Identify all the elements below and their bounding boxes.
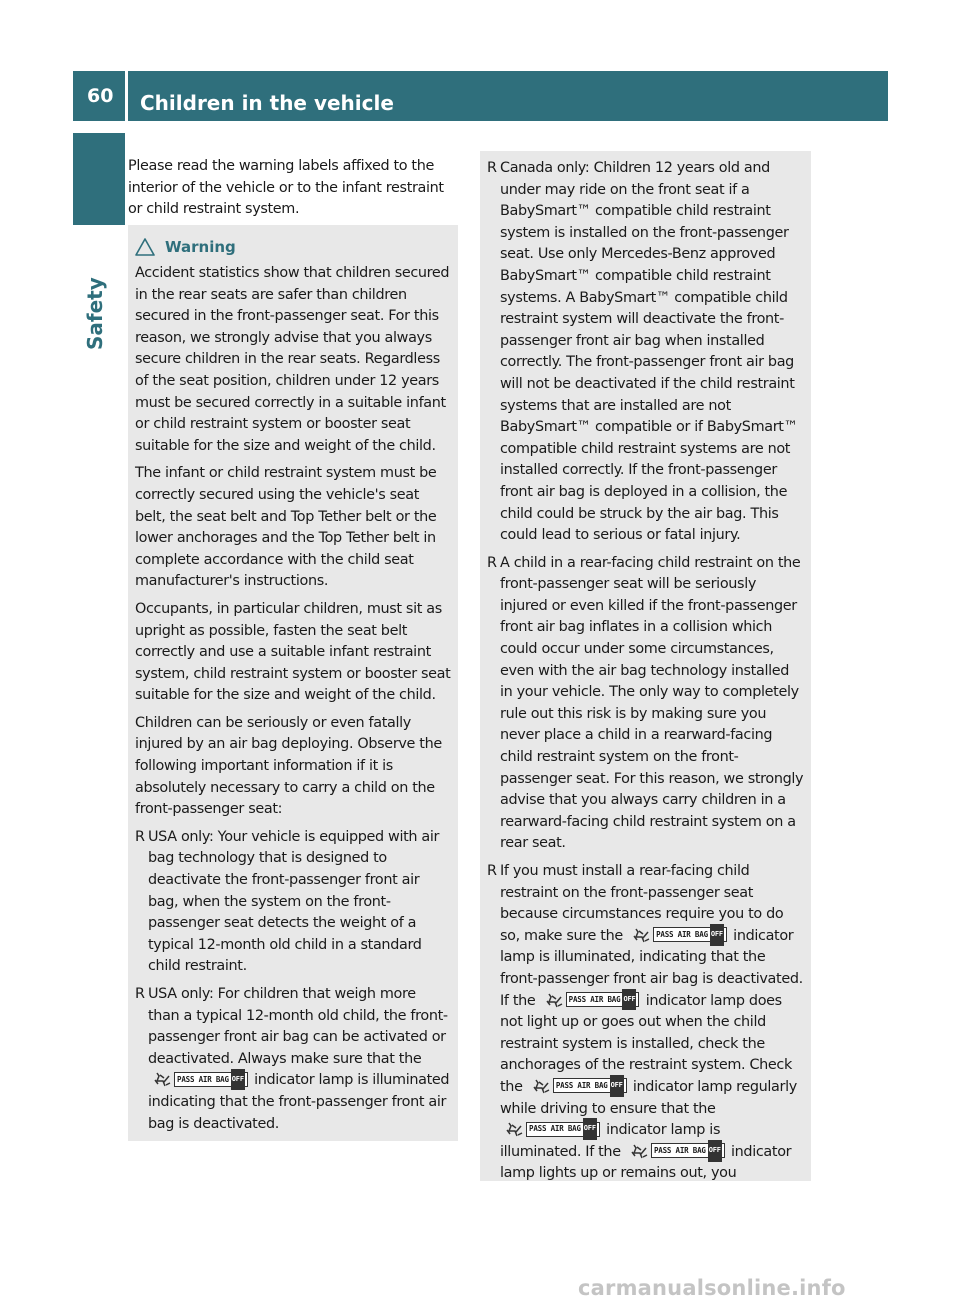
child-seat-airbag-off-icon (529, 1078, 551, 1094)
pass-air-bag-off-indicator (542, 992, 640, 1008)
page-title: Children in the vehicle (140, 91, 394, 115)
bullet-item-canada (487, 158, 804, 547)
watermark: carmanualsonline.info (578, 1276, 846, 1300)
pass-air-bag-label: PASS AIR BAG OFF (653, 927, 727, 942)
header-divider (125, 71, 128, 121)
warning-heading (135, 233, 451, 261)
pass-air-bag-label: PASS AIR BAG OFF (174, 1072, 248, 1087)
warning-paragraph: Occupants, in particular children, must sit as upright as possible, fasten the seat belt correctly and use a suitable infant restraint system, child restraint system or booster seat suitable for the size and weight of the child. (135, 600, 451, 704)
child-seat-airbag-off-icon (502, 1121, 524, 1137)
bullet-mark: R (135, 986, 145, 1002)
right-column-box (480, 151, 811, 1181)
warning-paragraph: Accident statistics show that children secured in the rear seats are safer than children secured in the front-passenger seat. For this reason, we strongly advise that you always secure children in the rear seats. Regardless of the seat position, children under 12 years must be secured correctly in a suitable infant or child restraint system or booster seat suitable for the size and weight of the child. (135, 265, 450, 454)
pass-air-bag-label: PASS AIR BAG OFF (651, 1143, 725, 1158)
bullet-item-must-install (487, 861, 804, 1185)
bullet-text: A child in a rear-facing child restraint on the front-passenger seat will be seriously injured or even killed if the front-passenger front air bag inflates in a collision which could occur under some circumstances, even with the air bag technology installed in your vehicle. The only way to completely rule out this risk is by making sure you never place a child in a rearward-facing child restraint system on the front-passenger seat. For this reason, we strongly advise that you always carry children in a rearward-facing child restraint system on a rear seat. (500, 554, 804, 852)
child-seat-airbag-off-icon (627, 1143, 649, 1159)
pass-air-bag-off-indicator (502, 1121, 600, 1137)
intro-paragraph: Please read the warning labels affixed to the interior of the vehicle or to the infant restraint or child restraint system. (128, 158, 444, 218)
bullet-text: indicator lamp is illuminated indicating that the front-passenger front air bag is deactivated. (148, 1072, 450, 1132)
section-label: Safety (83, 277, 107, 350)
child-seat-airbag-off-icon (542, 992, 564, 1008)
bullet-text: USA only: For children that weigh more than a typical 12-month old child, the front-passenger front air bag can be activated or deactivated. Always make sure that the (148, 986, 448, 1067)
section-tab-marker (73, 133, 125, 225)
pass-air-bag-label: PASS AIR BAG OFF (566, 992, 640, 1007)
warning-paragraph: The infant or child restraint system must be correctly secured using the vehicle's seat belt, the seat belt and Top Tether belt or the lower anchorages and the Top Tether belt in complete accordance with the child seat manufacturer's instructions. (135, 465, 437, 590)
bullet-text: indicator lamp lights up or remains out, you (500, 1143, 792, 1182)
warning-paragraph: Children can be seriously or even fatally injured by an air bag deploying. Observe the following important information if it is absolutely necessary to carry a child on the front-passenger seat: (135, 714, 442, 818)
bullet-item-rear-facing (487, 553, 804, 855)
bullet-text: indicator lamp is illuminated. If the (500, 1122, 721, 1160)
child-seat-airbag-off-icon (629, 927, 651, 943)
bullet-text: indicator lamp does not light up or goes out when the child restraint system is installed, check the anchorages of the restraint system. Check the (500, 992, 792, 1095)
bullet-text: Canada only: Children 12 years old and under may ride on the front seat if a BabySmart™ compatible child restraint system is installed on the front-passenger seat. Use only Mercedes-Benz approved BabySmart™ compatible child restraint systems. A BabySmart™ compatible child restraint system will deactivate the front-passenger front air bag when installed correctly. The front-passenger front air bag will not be deactivated if the child restraint systems that are installed are not BabySmart™ compatible or if BabySmart™ compatible child restraint systems are not installed correctly. If the front-passenger front air bag is deployed in a collision, the child could be struck by the air bag. This could lead to serious or fatal injury. (500, 160, 798, 544)
pass-air-bag-label: PASS AIR BAG OFF (553, 1078, 627, 1093)
bullet-text: USA only: Your vehicle is equipped with air bag technology that is designed to deactivate the front-passenger front air bag, when the system on the front-passenger seat detects the weight of a typical 12-month old child in a standard child restraint. (148, 828, 440, 975)
bullet-mark: R (135, 828, 145, 845)
bullet-item-usa-1 (135, 827, 451, 978)
pass-air-bag-off-indicator (150, 1071, 248, 1087)
bullet-mark: R (487, 863, 497, 879)
warning-triangle-icon (135, 237, 161, 257)
bullet-mark: R (487, 554, 497, 571)
pass-air-bag-off-indicator (529, 1078, 627, 1094)
warning-title: Warning (165, 238, 236, 256)
bullet-text: indicator lamp regularly while driving to ensure that the (500, 1078, 797, 1117)
pass-air-bag-off-indicator (629, 927, 727, 943)
bullet-text: indicator lamp is illuminated, indicating that the front-passenger front air bag is deactivated. If the (500, 927, 803, 1009)
bullet-text: If you must install a rear-facing child restraint on the front-passenger seat because circumstances require you to do so, make sure the (500, 863, 784, 944)
pass-air-bag-off-indicator (627, 1143, 725, 1159)
page-number: 60 (87, 85, 114, 107)
child-seat-airbag-off-icon (150, 1071, 172, 1087)
bullet-item-usa-2 (135, 984, 451, 1135)
pass-air-bag-label: PASS AIR BAG OFF (526, 1122, 600, 1137)
bullet-mark: R (487, 160, 497, 176)
warning-box (128, 225, 458, 1141)
